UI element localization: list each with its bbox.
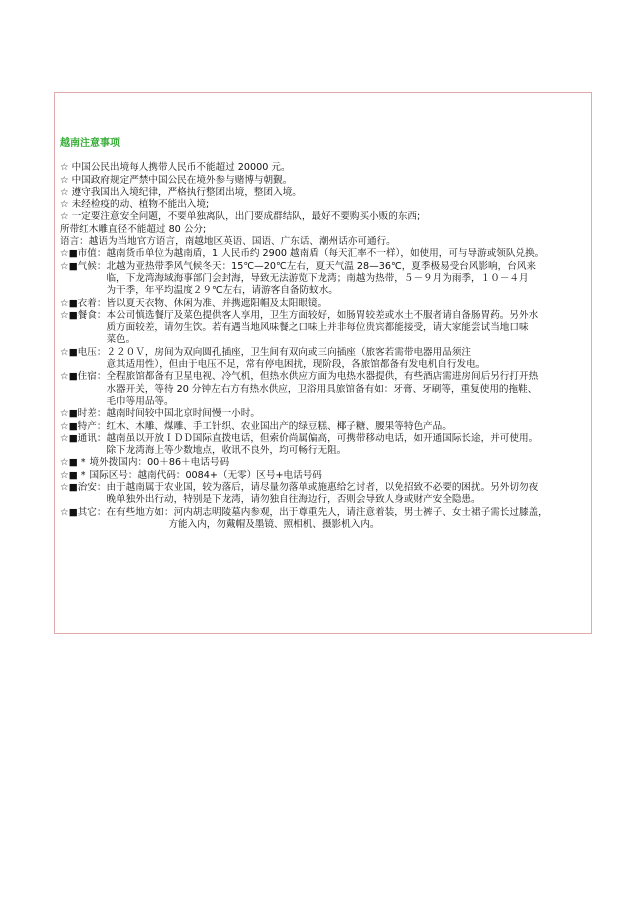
item-label: ☆■住宿： xyxy=(60,371,107,383)
item-text: 越南时间较中国北京时间慢一小时。 xyxy=(106,408,260,420)
notice-line: 语言：越语为当地官方语言，南越地区英语、国语、广东话、潮州话亦可通行。 xyxy=(60,236,396,248)
item-text: 毛巾等用品等。 xyxy=(106,395,174,407)
item-text: 临，下龙湾海域海事部门会封海，导致无法游览下龙湾；南越为热带，５－９月为雨季，１０－４月 xyxy=(106,272,529,284)
item-climate xyxy=(60,261,588,298)
item-security xyxy=(60,482,588,507)
item-label: ☆■餐食： xyxy=(60,309,107,321)
item-text: 意其适用性），但由于电压不足，常有停电困扰，现阶段，各旅馆都备有发电机自行发电。 xyxy=(106,359,486,371)
item-text: 全程旅馆都备有卫星电视、冷气机，但热水供应方面为电热水器提供，有些酒店需进房间后另行打开热 xyxy=(106,371,539,383)
item-text: 由于越南属于农业国，较为落后，请尽量勿落单或施惠给乞讨者，以免招致不必要的困扰。另外切勿夜 xyxy=(106,482,539,494)
notice-line: ☆ 中国公民出境每人携带人民币不能超过 20000 元。 xyxy=(60,162,291,174)
item-text: 质方面较差，请勿生饮。若有遇当地风味餐之口味上并非每位贵宾都能接受，请大家能尝试当地口味 xyxy=(106,322,529,334)
item-label: ☆■ * xyxy=(60,469,86,481)
item-currency xyxy=(60,248,588,260)
item-text: 除下龙湾海上等少数地点，收讯不良外，均可畅行无阻。 xyxy=(106,445,347,457)
item-label: ☆■气候： xyxy=(60,260,107,272)
item-country-code xyxy=(60,470,588,482)
item-text: 境外拨国内：00＋86＋电话号码 xyxy=(89,457,230,469)
item-text: ２２０Ｖ，房间为双向圆孔插座，卫生间有双向或三向插座（旅客若需带电器用品须注 xyxy=(106,346,472,358)
item-text: 国际区号：越南代码：0084+（无零）区号+电话号码 xyxy=(89,469,322,481)
item-label: ☆■时差： xyxy=(60,408,107,420)
item-dial-home xyxy=(60,457,588,469)
item-clothing xyxy=(60,298,588,310)
item-meals xyxy=(60,310,588,347)
item-text: 皆以夏天衣物、休闲为准、并携遮阳帽及太阳眼镜。 xyxy=(106,297,328,309)
item-text: 越南虽以开放ＩＤＤ国际直拨电话，但索价尚属偏高，可携带移动电话，如开通国际长途，并可使用。 xyxy=(106,432,539,444)
item-time-difference xyxy=(60,408,588,420)
item-text: 本公司慎选餐厅及菜色提供客人享用，卫生方面较好，如肠胃较差或水土不服者请自备肠胃药。另外水 xyxy=(106,309,539,321)
item-label: ☆■市值： xyxy=(60,248,107,260)
notice-line: ☆ 中国政府规定严禁中国公民在境外参与赌博与朝觐。 xyxy=(60,174,293,186)
item-text: 在有些地方如：河内胡志明陵墓内参观，出于尊重先人，请注意着装，男士裤子、女士裙子需长过膝盖， xyxy=(106,506,548,518)
item-label: ☆■特产： xyxy=(60,420,107,432)
item-text: 方能入内，勿戴帽及墨镜、照相机、摄影机入内。 xyxy=(168,518,380,530)
notice-line: ☆ 未经检疫的动、植物不能出入境; xyxy=(60,199,210,211)
item-label: ☆■衣着： xyxy=(60,297,107,309)
item-label: ☆■ * xyxy=(60,457,86,469)
item-text: 晚单独外出行动，特别是下龙湾，请勿独自往海边行，否则会导致人身或财产安全隐患。 xyxy=(106,494,481,506)
item-text: 为干季，年平均温度２９℃左右，请游客自备防蚊水。 xyxy=(106,285,338,297)
document-title: 越南注意事项 xyxy=(60,138,120,149)
item-text: 北越为亚热带季风气候冬天：15℃—20℃左右，夏天气温 28—36℃，夏季极易受台风影响，台风来 xyxy=(106,260,537,272)
item-label: ☆■通讯： xyxy=(60,432,107,444)
simple-lines xyxy=(60,162,588,248)
item-text: 水器开关，等待 20 分钟左右方有热水供应，卫浴用具旅馆备有如：牙膏、牙刷等，重复使用的拖鞋、 xyxy=(106,383,538,395)
notice-line: 所带红木雕直径不能超过 80 公分; xyxy=(60,223,207,235)
item-label: ☆■治安： xyxy=(60,482,107,494)
document-content xyxy=(60,138,588,531)
item-lodging xyxy=(60,371,588,408)
notice-line: ☆ 一定要注意安全问题，不要单独离队，出门要成群结队，最好不要购买小贩的东西; xyxy=(60,211,421,223)
item-label: ☆■其它： xyxy=(60,506,107,518)
item-label: ☆■电压： xyxy=(60,346,107,358)
item-text: 越南货币单位为越南盾，1 人民币约 2900 越南盾（每天汇率不一样），如使用，可与导游或领队兑换。 xyxy=(106,248,545,260)
notice-line: ☆ 遵守我国出入境纪律，严格执行整团出境，整团入境。 xyxy=(60,186,302,198)
item-communication xyxy=(60,433,588,458)
item-voltage xyxy=(60,347,588,372)
item-text: 菜色。 xyxy=(106,334,136,346)
item-specialties xyxy=(60,421,588,433)
item-other xyxy=(60,507,588,532)
item-text: 红木、木雕、煤雕、手工针织、农业国出产的绿豆糕、椰子糖、腰果等特色产品。 xyxy=(106,420,452,432)
